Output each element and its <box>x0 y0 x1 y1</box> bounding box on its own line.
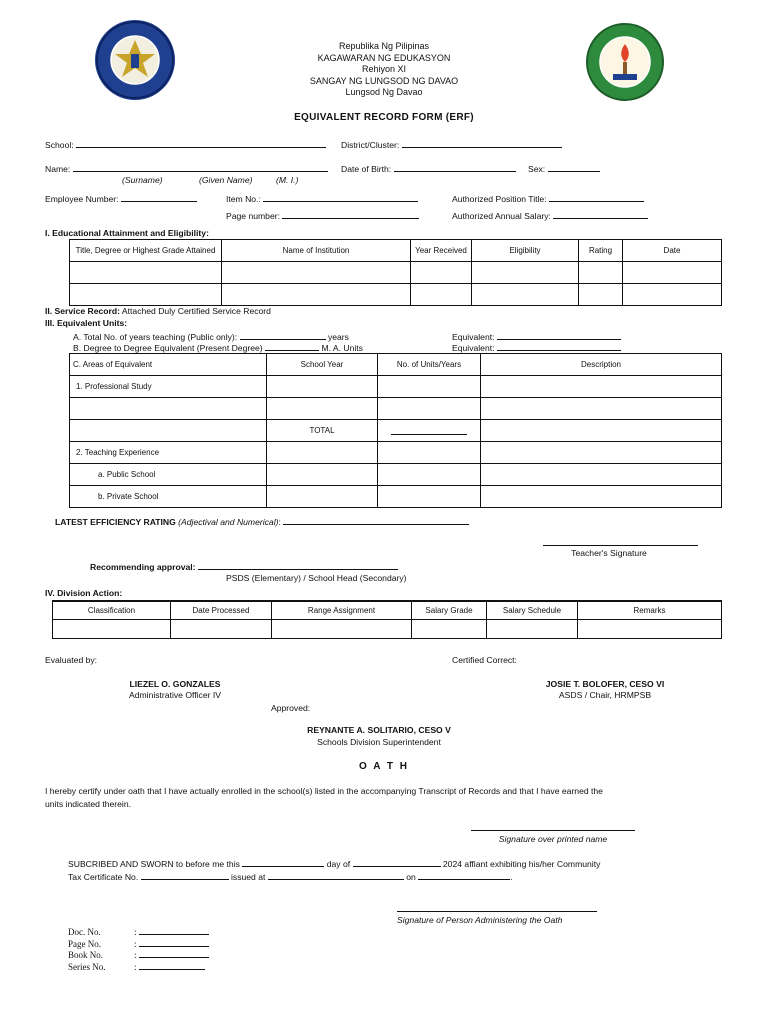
units-header-no-units: No. of Units/Years <box>378 354 481 376</box>
degree-equivalent-value-label: Equivalent: <box>452 343 495 353</box>
header-republic: Republika Ng Pilipinas <box>338 41 430 51</box>
table-row <box>53 619 722 638</box>
item-no-label: Item No.: <box>226 194 261 204</box>
row-public-school: a. Public School <box>70 464 267 486</box>
tax-certificate-input[interactable] <box>141 870 229 880</box>
degree-equivalent-label: B. Degree to Degree Equivalent (Present Degree) <box>73 343 263 353</box>
table-row <box>70 284 722 306</box>
sex-input[interactable] <box>548 162 600 172</box>
division-action-table <box>52 600 722 639</box>
admin-signature-line[interactable] <box>397 903 597 912</box>
header-block <box>234 41 534 99</box>
name-label: Name: <box>45 164 71 174</box>
position-title-label: Authorized Position Title: <box>452 194 547 204</box>
division-header-salary-grade: Salary Grade <box>412 601 487 619</box>
section3-title: III. Equivalent Units: <box>45 318 128 328</box>
total-units-input[interactable] <box>391 425 467 435</box>
oath-title: O A T H <box>359 761 409 772</box>
oath-signature-line[interactable] <box>471 822 635 831</box>
edu-header-rating: Rating <box>579 240 623 262</box>
name-input[interactable] <box>73 162 328 172</box>
edu-header-eligibility: Eligibility <box>472 240 579 262</box>
sworn-text-a: SUBCRIBED AND SWORN to before me this <box>68 859 240 869</box>
edu-header-date: Date <box>623 240 722 262</box>
degree-equivalent-field <box>73 341 363 353</box>
page-no-input[interactable] <box>139 938 209 947</box>
total-years-unit: years <box>327 332 349 342</box>
employee-number-label: Employee Number: <box>45 194 119 204</box>
issued-on-input[interactable] <box>418 870 510 880</box>
district-label: District/Cluster: <box>341 140 400 150</box>
dob-input[interactable] <box>394 162 516 172</box>
section1-title: I. Educational Attainment and Eligibility: <box>45 228 209 238</box>
units-header-areas: C. Areas of Equivalent <box>70 354 267 376</box>
doc-info-block <box>68 926 209 972</box>
oath-text-line-2: units indicated therein. <box>45 799 131 809</box>
years-equivalent-label: Equivalent: <box>452 332 495 342</box>
degree-units-unit: M. A. Units <box>321 343 363 353</box>
degree-units-input[interactable] <box>265 341 319 351</box>
recommending-field <box>90 560 398 572</box>
degree-equivalent-value-input[interactable] <box>497 341 621 351</box>
book-no-label: Book No. <box>68 950 104 961</box>
table-row <box>70 486 722 508</box>
approver-name: REYNANTE A. SOLITARIO, CESO V <box>307 725 451 735</box>
header-division: SANGAY NG LUNGSOD NG DAVAO <box>309 75 459 86</box>
name-field <box>45 162 328 174</box>
page-no-row: Page No. : <box>68 938 209 950</box>
certifier-name: JOSIE T. BOLOFER, CESO VI <box>545 679 665 689</box>
series-no-input[interactable] <box>139 961 205 970</box>
annual-salary-field <box>452 209 648 221</box>
oath-signature-label: Signature over printed name <box>498 834 608 844</box>
table-row <box>70 442 722 464</box>
district-field <box>341 138 562 150</box>
service-record-label: II. Service Record: <box>45 306 120 316</box>
sex-field <box>528 162 600 174</box>
efficiency-colon: : <box>278 517 281 527</box>
units-header-description: Description <box>481 354 722 376</box>
book-no-row: Book No. : <box>68 949 209 961</box>
efficiency-label: LATEST EFFICIENCY RATING <box>55 517 176 527</box>
certifier-title: ASDS / Chair, HRMPSB <box>558 690 652 700</box>
efficiency-rating-field <box>55 515 469 527</box>
division-header-remarks: Remarks <box>578 601 722 619</box>
sworn-text-d: Tax Certificate No. <box>68 872 139 882</box>
edu-header-degree: Title, Degree or Highest Grade Attained <box>70 240 222 262</box>
recommending-label: Recommending approval: <box>90 562 196 572</box>
annual-salary-label: Authorized Annual Salary: <box>452 211 551 221</box>
sworn-month-input[interactable] <box>353 857 441 867</box>
degree-equivalent-value-field <box>452 341 621 353</box>
evaluator-name: LIEZEL O. GONZALES <box>129 679 221 689</box>
certified-correct-label: Certified Correct: <box>452 655 517 665</box>
district-input[interactable] <box>402 138 562 148</box>
evaluated-by-label: Evaluated by: <box>45 655 98 665</box>
table-row <box>70 420 722 442</box>
teacher-signature-line[interactable] <box>543 537 698 546</box>
school-input[interactable] <box>76 138 326 148</box>
efficiency-sub: (Adjectival and Numerical) <box>175 517 279 527</box>
admin-signature-label: Signature of Person Administering the Oath <box>397 915 563 925</box>
page-number-label: Page number: <box>226 211 280 221</box>
recommending-sub: PSDS (Elementary) / School Head (Secondary) <box>226 573 407 583</box>
service-record-text: Attached Duly Certified Service Record <box>120 306 271 316</box>
page-number-input[interactable] <box>282 209 419 219</box>
sworn-text-e: issued at <box>231 872 266 882</box>
division-header-salary-schedule: Salary Schedule <box>487 601 578 619</box>
employee-number-input[interactable] <box>121 192 197 202</box>
row-private-school: b. Private School <box>70 486 267 508</box>
table-row <box>70 376 722 398</box>
school-field <box>45 138 326 150</box>
approver-title: Schools Division Superintendent <box>317 737 441 747</box>
item-no-input[interactable] <box>263 192 418 202</box>
sworn-text-b: day of <box>326 859 351 869</box>
division-header-range: Range Assignment <box>272 601 412 619</box>
equivalent-units-table <box>69 353 722 508</box>
section4-title: IV. Division Action: <box>45 588 123 598</box>
issued-at-input[interactable] <box>268 870 404 880</box>
approved-label: Approved: <box>271 703 311 713</box>
position-title-input[interactable] <box>549 192 644 202</box>
doc-no-input[interactable] <box>139 926 209 935</box>
evaluator-title: Administrative Officer IV <box>128 690 221 700</box>
sworn-line-2: Tax Certificate No. issued at on . <box>68 872 513 882</box>
page-number-field <box>226 209 419 221</box>
surname-hint: (Surname) <box>122 175 163 185</box>
series-no-row: Series No. : <box>68 961 209 973</box>
table-row <box>70 398 722 420</box>
total-years-label: A. Total No. of years teaching (Public only): <box>73 332 238 342</box>
sworn-text-f: on <box>406 872 416 882</box>
employee-number-field <box>45 192 197 204</box>
annual-salary-input[interactable] <box>553 209 648 219</box>
header-region: Rehiyon XI <box>361 64 407 74</box>
series-no-label: Series No. <box>68 961 106 972</box>
sex-label: Sex: <box>528 164 546 174</box>
davao-division-seal-logo <box>585 22 665 102</box>
doc-no-label: Doc. No. <box>68 927 101 937</box>
table-row <box>70 464 722 486</box>
service-record-line <box>45 306 271 316</box>
header-city: Lungsod Ng Davao <box>345 87 423 97</box>
sworn-text-c: 2024 affiant exhibiting his/her Community <box>442 859 601 869</box>
division-header-date-processed: Date Processed <box>171 601 272 619</box>
table-row <box>70 262 722 284</box>
dob-label: Date of Birth: <box>341 164 392 174</box>
item-no-field <box>226 192 418 204</box>
header-department: KAGAWARAN NG EDUKASYON <box>317 52 451 63</box>
form-title: EQUIVALENT RECORD FORM (ERF) <box>294 112 474 123</box>
doc-no-row: Doc. No. : <box>68 926 209 938</box>
sworn-day-input[interactable] <box>242 857 324 867</box>
edu-header-institution: Name of Institution <box>222 240 411 262</box>
oath-text-line-1: I hereby certify under oath that I have actually enrolled in the school(s) listed in the accompanying Transcript of Records and that I have earned the <box>45 786 603 796</box>
mi-hint: (M. I.) <box>276 175 299 185</box>
education-table <box>69 239 722 306</box>
given-name-hint: (Given Name) <box>199 175 253 185</box>
years-equivalent-input[interactable] <box>497 330 621 340</box>
book-no-input[interactable] <box>139 949 209 958</box>
recommending-input[interactable] <box>198 560 398 570</box>
edu-header-year: Year Received <box>411 240 472 262</box>
deped-seal-logo <box>95 20 175 100</box>
total-years-input[interactable] <box>240 330 326 340</box>
position-title-field <box>452 192 644 204</box>
teacher-signature-label: Teacher's Signature <box>571 548 647 558</box>
row-professional-study: 1. Professional Study <box>70 376 267 398</box>
sworn-line-1 <box>68 857 600 869</box>
dob-field <box>341 162 516 174</box>
efficiency-input[interactable] <box>283 515 469 525</box>
school-label: School: <box>45 140 74 150</box>
row-total: TOTAL <box>267 420 378 442</box>
row-teaching-experience: 2. Teaching Experience <box>70 442 267 464</box>
units-header-school-year: School Year <box>267 354 378 376</box>
division-header-classification: Classification <box>53 601 171 619</box>
page-no-label: Page No. <box>68 938 101 949</box>
